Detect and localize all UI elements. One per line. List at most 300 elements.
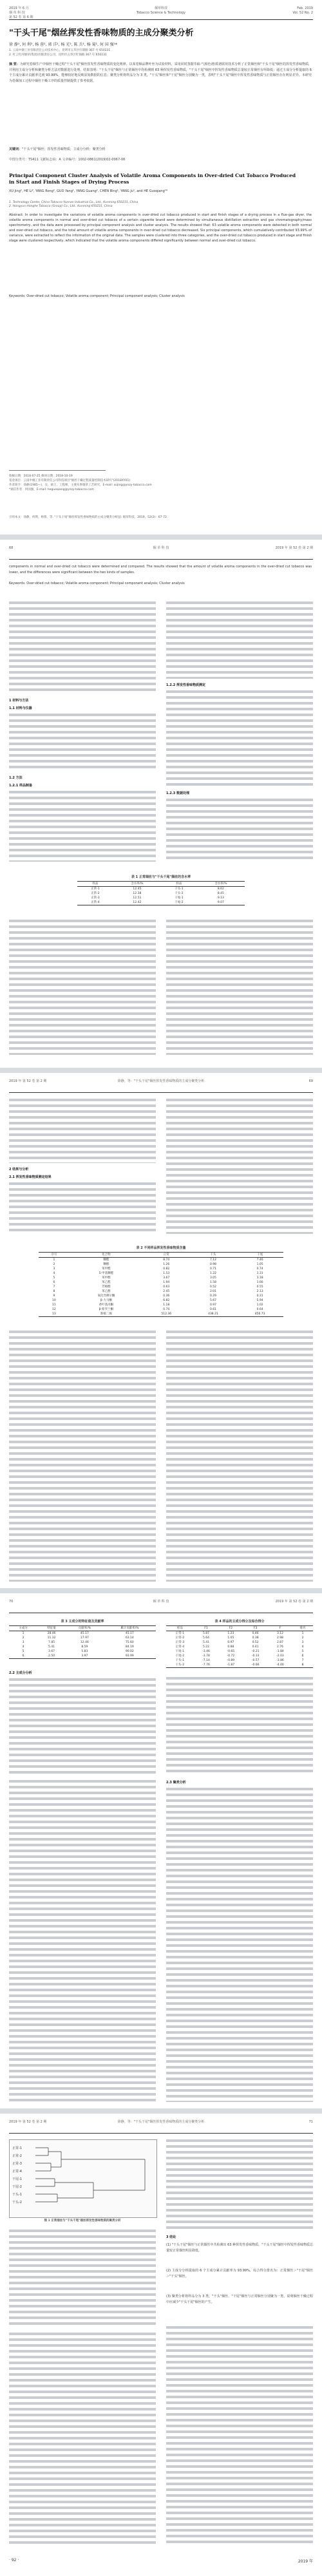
table-row [166, 1636, 313, 1640]
body-text [166, 2139, 313, 2230]
running-header [9, 1598, 313, 1613]
table-cell: 4 [53, 1272, 55, 1275]
page-gap [0, 1588, 322, 1593]
table-header-cell: F1 [194, 1626, 218, 1631]
table-header-row [9, 1626, 156, 1631]
table-cell: 45.17 [125, 1632, 134, 1635]
table-cell: 0.88 [227, 1645, 234, 1649]
header-center: 徐静，等："干头干尾"烟丝挥发性香味物质的主成分聚类分析 [117, 1079, 205, 1083]
table-cell: 0.64 [256, 1308, 263, 1311]
table-cell: 0.46 [252, 1632, 259, 1635]
table-cell: 正常-3 [91, 896, 100, 900]
abstract-cn-label: 摘 要： [9, 62, 20, 66]
section-heading [166, 683, 313, 688]
section-heading [9, 698, 156, 704]
table-cell: 干头-1 [175, 887, 184, 891]
table-cell: 2.98 [276, 1636, 283, 1640]
table-header-cell: 正常 [143, 1253, 190, 1258]
table-cell: 84.19 [125, 1645, 134, 1649]
table-cell: -0.21 [251, 1650, 260, 1653]
page-4 [0, 1593, 322, 2108]
table-cell: 1 [22, 1632, 24, 1635]
figure-1-caption: 图 1 正常烟丝与"干头干尾"烟丝挥发性香味物质的聚类分析 [44, 2219, 121, 2222]
table-cell: 1.23 [227, 1632, 234, 1635]
dendrogram-leaf-label: 干尾-2 [12, 2185, 22, 2189]
body-text [9, 920, 156, 1055]
table-row [39, 1271, 283, 1276]
table-cell: 7.12 [209, 1258, 216, 1262]
abstract-en: Abstract: In order to investigate the variations of volatile aroma components in over-dried cut tobacco produced in start and finish stages of a drying process in a flue-gas dryer, the volatile aroma components in normal and over-dried cut tobacco of a certain cigarette brand were determined by simultaneous distillation extraction and gas chromatography/mass spectrometry, and the data were processed by principal component analysis and cluster analysis. The results showed that: 63 volatile aroma components were detected in both normal and over-dried cut tobacco, and the total amount of volatile aroma components in over-dried cut tobacco decreased. Six principal components, which cumulatively contributed 93.99% of variance, were extracted to reflect the information of the original data. The samples were clustered into three categories, and the over-dried cut tobacco produced in start stage and finish stage were clustered respectively, which indicated that the volatile aroma components differed significantly between normal and over-dried cut tobacco. [9, 213, 312, 243]
section-heading [9, 783, 156, 789]
dendrogram-leaf-label: 正常-1 [12, 2146, 22, 2150]
table-cell: -2.03 [276, 1654, 284, 1658]
section-heading [9, 1175, 156, 1180]
table-row [39, 1298, 283, 1303]
header-right: Feb. 2019 Vol. 52 No. 2 [292, 6, 313, 15]
running-header [9, 1078, 313, 1093]
table-cell: -3.46 [202, 1650, 210, 1653]
table-cell: 11.32 [47, 1636, 56, 1640]
table-cell: 13 [39, 1312, 70, 1317]
table-cell: -0.33 [251, 1654, 260, 1658]
table-cell: 45.17 [80, 1632, 89, 1635]
dendrogram-figure [9, 2139, 157, 2218]
table-cell: 正常-1 [175, 1632, 185, 1635]
authors-en: XU Jing¹, HE Li², YANG Rong², GUO Yang¹, YANG Guang², CHEN Bing¹, YANG Ju¹, and HE Guoqiang¹* [9, 189, 168, 193]
page-gap [0, 535, 322, 540]
section-heading [9, 1167, 156, 1173]
table-row [166, 1649, 313, 1654]
table-cell: 0.36 [163, 1294, 170, 1298]
table-header-cell: 干尾 [236, 1253, 283, 1258]
table-cell: β-大马酮 [100, 1299, 112, 1302]
table-cell: 1.26 [163, 1263, 170, 1266]
body-text [166, 920, 313, 1055]
table-header-cell: 样品 [166, 1626, 194, 1631]
table-cell: -1.84 [276, 1650, 284, 1653]
table-cell: 6.82 [163, 1299, 170, 1302]
table-cell: 0.61 [209, 1308, 216, 1311]
page-2 [0, 540, 322, 1068]
table-cell: 90.02 [125, 1650, 134, 1653]
header-left: 2019 年 第 52 卷 第 2 期 [9, 1079, 47, 1083]
table-cell: -0.89 [227, 1659, 235, 1662]
header-center: 烟 草 科 技 [153, 1600, 169, 1604]
table-cell: 2.45 [163, 1290, 170, 1293]
table-cell: 0.82 [163, 1267, 170, 1271]
table-cell: -7.14 [202, 1659, 210, 1662]
dendrogram-leaf-label: 正常-4 [12, 2170, 22, 2174]
table-4-caption: 表 4 样品的主成分得分及综合得分 [214, 1620, 265, 1624]
table-1 [77, 875, 245, 905]
table-cell: 3.18 [256, 1276, 263, 1280]
table-cell: 5-甲基糠醛 [99, 1272, 114, 1275]
abstract-cn [9, 62, 312, 84]
table-cell: 0.97 [209, 1303, 216, 1307]
table-row [9, 1649, 156, 1654]
header-right: 2019 年 第 52 卷 第 2 期 [275, 1600, 313, 1604]
table-cell: 5 [53, 1276, 55, 1280]
table-cell: 512.36 [143, 1312, 190, 1317]
page-1 [0, 0, 322, 535]
page-5 [0, 2114, 322, 2576]
table-header-cell: F [268, 1626, 292, 1631]
table-cell: 1.94 [163, 1281, 170, 1284]
materials-text [9, 714, 156, 772]
page-gap [0, 1068, 322, 1073]
table-cell: -0.57 [251, 1659, 260, 1662]
running-header [9, 2119, 313, 2134]
table-row [77, 887, 245, 892]
table-cell: 正常-2 [175, 1636, 185, 1640]
table-cell: 1 [301, 1632, 304, 1635]
table-header-row [166, 1626, 313, 1631]
table-header-row [77, 882, 245, 887]
section-heading [9, 1671, 156, 1676]
table-cell: 1 [53, 1258, 55, 1262]
table-cell: 63.14 [125, 1636, 134, 1640]
table-cell: 2.50 [37, 1654, 66, 1659]
dendrogram-leaf-label: 干尾-1 [12, 2177, 22, 2181]
table-cell: 1.18 [163, 1303, 170, 1307]
table-cell: 8 [292, 1663, 313, 1668]
table-cell: 12.46 [80, 1641, 89, 1644]
abstract-en-continued: components in normal and over-dried cut tobacco were determined and compared. The results showed that the amount of volatile aroma components in the over-dried cut tobacco was lower, and the differences were significant between the two kinds of samples. [9, 565, 312, 574]
table-1-caption: 表 1 正常烟丝与"干头干尾"烟丝的含水率 [131, 875, 191, 879]
section-heading [166, 2235, 313, 2240]
table-cell: 438.21 [190, 1312, 237, 1317]
intro-text [9, 601, 156, 694]
table-2-grid [39, 1252, 283, 1317]
table-header-cell: 序号 [39, 1253, 70, 1258]
table-cell: 正常-3 [175, 1641, 185, 1644]
table-cell: 1.53 [163, 1272, 170, 1275]
gcms-text [166, 690, 313, 787]
header-center: 烟草科技 Tobacco Science & Technology [136, 6, 186, 15]
page-year: 2019 年 [298, 2559, 313, 2564]
table-row [166, 1663, 313, 1668]
table-cell: 5.41 [48, 1645, 55, 1649]
abstract-cn-text: 为研究卷烟生产中烟丝干燥过程"干头干尾"烟丝挥发性香味物质的变化规律，以某卷烟品牌叶丝为试验材料，采用同时蒸馏萃取-气相色谱/质谱联用技术分析了正常烟丝和"干头干尾"烟丝的挥发性香味物质，并利用主成分分析和聚类分析方法对数据进行处理。结果表明："干头干尾"烟丝与正常烟丝中均检测到 63 种挥发性香味物质，"干头干尾"烟丝中挥发性香味物质总量较正常烟丝有所降低；通过主成分分析提取的 6 个主成分累计贡献率达到 93.99%，能够较好地反映原始数据的信息；聚类分析将样品分为 3 类，"干头"烟丝和"干尾"烟丝分别聚为一类，表明"干头干尾"烟丝中挥发性香味物质与正常烟丝存在明显差异。本研究为卷烟加工过程中烟丝干燥工序的质量控制提供了参考依据。 [9, 62, 312, 83]
table-row [39, 1289, 283, 1294]
method-text [166, 601, 313, 679]
header-right: 2019 年 第 52 卷 第 2 期 [275, 546, 313, 550]
results-text [9, 1182, 156, 1234]
header-left: 2019 年 第 52 卷 第 2 期 [9, 2120, 47, 2124]
table-cell: 7 [301, 1659, 304, 1662]
keywords-cn [9, 147, 312, 153]
table-header-cell: 排名 [292, 1626, 313, 1631]
table-cell: 1.31 [256, 1272, 263, 1275]
table-header-cell: 含水率/% [197, 882, 245, 887]
table-row [166, 1645, 313, 1649]
table-row [39, 1285, 283, 1289]
table-cell: 糠醇 [103, 1263, 109, 1266]
table-cell: 12.45 [133, 887, 142, 891]
table-cell: 5 [301, 1650, 304, 1653]
table-cell: -0.65 [227, 1650, 235, 1653]
section-1-2-3-title: 1.2.3 数据处理 [166, 791, 189, 795]
table-cell: 芳樟醇 [102, 1285, 111, 1289]
affiliations-cn: 1. 云南中烟工业有限责任公司技术中心，昆明市五华区红锦路 367 号 650231 2. 红云红河烟草(集团)有限责任公司，昆明市五华区红锦路 367 号 650231 [9, 49, 111, 57]
table-cell: 3.12 [276, 1632, 283, 1635]
table-cell: 8.45 [217, 892, 224, 895]
table-cell: 干头-2 [166, 1663, 194, 1668]
table-cell: 新植二烯 [70, 1312, 143, 1317]
table-cell: 75.60 [125, 1641, 134, 1644]
table-cell: 1.05 [256, 1263, 263, 1266]
table-row [9, 1654, 156, 1659]
data-processing-text [166, 799, 313, 862]
table-cell: 3.67 [48, 1650, 55, 1653]
section-1-title: 1 材料与方法 [9, 699, 29, 703]
table-cell: -3.86 [276, 1659, 284, 1662]
table-cell: 正常-4 [175, 1645, 185, 1649]
table-3 [9, 1619, 156, 1659]
table-cell: 2 [53, 1263, 55, 1266]
table-cell: 1.66 [256, 1281, 263, 1284]
page-gap [0, 2108, 322, 2114]
table-header-cell: 贡献率/% [66, 1626, 104, 1631]
table-cell: 9.07 [197, 900, 245, 905]
section-2-title: 2 结果与分析 [9, 1168, 29, 1171]
table-cell: 4 [22, 1645, 24, 1649]
table-cell: β-紫罗兰酮 [99, 1308, 114, 1311]
footnote: 收稿日期：2018-07-25 修回日期：2018-10-19 基金项目：云南中烟工业有限责任公司科技项目"烟丝干燥过程质量控制技术研究"(2018XY01) 作者简介：徐静(1985—)，女，硕士，工程师，主要从事烟草工艺研究。E-mail: xujing@ynzy-tobacco.com *通信作者：何国强，E-mail: heguoqiang@ynzy-tobacco.com [9, 475, 152, 491]
table-2 [39, 1245, 283, 1317]
table-cell: 7.46 [256, 1258, 263, 1262]
body-text [9, 1780, 156, 2102]
section-1-2-1-title: 1.2.1 样品制备 [9, 784, 32, 788]
table-header-cell: 化合物 [70, 1253, 143, 1258]
conclusion-1: (1) "干头干尾"烟丝与正常烟丝中共检测出 63 种挥发性香味物质，"干头干尾"烟丝中挥发性香味物质总量较正常烟丝明显降低。 [166, 2243, 313, 2253]
body-text [9, 1099, 156, 1163]
section-2-2-title: 2.2 主成分分析 [9, 1671, 32, 1675]
dendrogram-leaf-label: 正常-2 [12, 2154, 22, 2158]
table-cell: 2 [22, 1636, 24, 1640]
table-row [9, 1645, 156, 1649]
header-left: 68 [9, 546, 14, 550]
table-row [39, 1280, 283, 1285]
section-heading [166, 1780, 313, 1786]
table-header-row [39, 1253, 283, 1258]
body-text [9, 1331, 156, 1582]
table-header-cell: 样品 [161, 882, 197, 887]
table-1-grid [77, 881, 245, 905]
table-cell: 6 [301, 1654, 304, 1658]
table-cell: 0.71 [209, 1267, 216, 1271]
table-cell: 4 [301, 1645, 304, 1649]
table-cell: -1.87 [218, 1663, 243, 1668]
citation: 引用本文：徐静，何利，杨蓉，等. "干头干尾"烟丝挥发性香味物质的主成分聚类分析[J]. 烟草科技，2019，52(2)：67-72. [9, 516, 168, 519]
table-cell: 0.52 [252, 1641, 259, 1644]
cluster-text [166, 1788, 313, 2102]
table-cell: 8.74 [163, 1258, 170, 1262]
table-cell: 1.02 [256, 1303, 263, 1307]
table-cell: 1.58 [209, 1281, 216, 1284]
table-cell: 0.98 [209, 1263, 216, 1266]
keywords-en-continued: Keywords: Over-dried cut tobacco; Volatile aroma component; Principal component analysis; Cluster analysis [9, 582, 185, 585]
table-cell: 干尾-1 [175, 1650, 185, 1653]
footnote-rule [9, 470, 106, 471]
section-3-title: 3 结论 [166, 2235, 176, 2239]
section-1-2-2-title: 1.2.2 挥发性香味物质测定 [166, 683, 205, 687]
keywords-cn-text: "干头干尾"烟丝；挥发性香味物质；主成分分析；聚类分析 [22, 147, 106, 151]
header-left: 2019 年 6 月 烟 草 科 技 第 52 卷 第 6 期 [9, 6, 33, 19]
table-row [166, 1654, 313, 1658]
table-cell: 6 [53, 1281, 55, 1284]
table-header-cell: 主成分 [9, 1626, 37, 1631]
table-row [39, 1294, 283, 1298]
body-text [9, 2333, 156, 2545]
table-header-cell: 含水率/% [113, 882, 161, 887]
table-cell: 0.63 [163, 1285, 170, 1289]
table-cell: 5.94 [256, 1299, 263, 1302]
table-cell: 0.41 [252, 1645, 259, 1649]
table-header-cell: 干头 [190, 1253, 237, 1258]
article-title-en: Principal Component Cluster Analysis of Volatile Aroma Components in Over-dried Cut Tobacco Produced in Start and Finish Stages of Drying Process [9, 173, 296, 185]
table-cell: 5.22 [202, 1645, 210, 1649]
table-cell: 5.41 [202, 1641, 210, 1644]
section-heading [166, 791, 313, 797]
authors-cn: 徐 静¹, 何 利², 杨 蓉², 郭 洋¹, 杨 光², 陈 兵¹, 杨 菊¹, 何 国 强¹* [9, 43, 118, 47]
table-3-caption: 表 3 主成分的特征值及贡献率 [61, 1620, 104, 1624]
body-text [166, 1331, 313, 1582]
table-cell: 干尾-2 [175, 1654, 185, 1658]
page-number: · 92 · [9, 2558, 19, 2562]
table-cell: 93.99 [104, 1654, 156, 1659]
table-row [166, 1631, 313, 1636]
classification-number: 中图分类号：TS411 文献标志码：A 文章编号：1002-0861(2019)02-0067-06 [9, 158, 126, 162]
keywords-en: Keywords: Over-dried cut tobacco; Volatile aroma component; Principal component analysis; Cluster analysis [9, 294, 185, 298]
table-4-grid [166, 1625, 313, 1668]
table-cell: 0.52 [209, 1285, 216, 1289]
table-cell: 糠醛 [103, 1258, 109, 1262]
table-cell: 2.87 [276, 1641, 283, 1644]
conclusion-3: (3) 聚类分析将样品分为 3 类，"干头"烟丝、"干尾"烟丝与正常烟丝分别聚为一类，说明烟丝干燥过程中应减少"干头干尾"烟丝的产生。 [166, 2295, 313, 2304]
running-header [9, 5, 313, 20]
table-cell: 9 [53, 1294, 55, 1298]
table-row [39, 1258, 283, 1263]
header-right: 71 [308, 2120, 313, 2124]
table-cell: 3 [22, 1641, 24, 1644]
table-cell: 5.87 [202, 1632, 210, 1635]
table-2-caption: 表 2 不同样品挥发性香味物质含量 [136, 1246, 186, 1250]
table-row [39, 1267, 283, 1271]
section-2-1-title: 2.1 挥发性香味物质测定结果 [9, 1175, 52, 1179]
sample-prep-text [9, 791, 156, 862]
table-cell: 2 [301, 1636, 304, 1640]
table-cell: 12 [52, 1308, 56, 1311]
body-text [166, 1099, 313, 1234]
table-cell: 2.01 [209, 1290, 216, 1293]
section-2-3-title: 2.3 聚类分析 [166, 1781, 186, 1785]
section-heading [9, 775, 156, 781]
table-cell: -0.66 [243, 1663, 268, 1668]
table-cell: 12.42 [113, 900, 161, 905]
table-cell: 5 [22, 1650, 24, 1653]
table-row [77, 900, 245, 905]
table-header-cell: 特征值 [37, 1626, 66, 1631]
table-cell: 456.73 [236, 1312, 283, 1317]
table-cell: 6 [9, 1654, 37, 1659]
table-row [166, 1658, 313, 1663]
table-cell: 7 [53, 1285, 55, 1289]
table-cell: 5.67 [209, 1299, 216, 1302]
table-cell: 0.38 [252, 1636, 259, 1640]
table-cell: 氧化异佛尔酮 [97, 1294, 115, 1298]
article-title-cn: "干头干尾"烟丝挥发性香味物质的主成分聚类分析 [9, 28, 194, 38]
header-center: 烟 草 科 技 [153, 546, 169, 550]
table-row [166, 1640, 313, 1645]
table-cell: 3.67 [163, 1276, 170, 1280]
table-cell: 正常-1 [91, 887, 100, 891]
body-text [166, 1677, 313, 1775]
section-heading [9, 706, 156, 712]
table-cell: 3.97 [66, 1654, 104, 1659]
table-row [77, 896, 245, 900]
table-cell: -3.78 [202, 1654, 210, 1658]
table-cell: 2.13 [256, 1290, 263, 1293]
pca-text [9, 1678, 156, 1775]
table-row [9, 1640, 156, 1645]
header-center: 徐静，等："干头干尾"烟丝挥发性香味物质的主成分聚类分析 [117, 2120, 205, 2124]
table-cell: 1.05 [227, 1636, 234, 1640]
keywords-cn-label: 关键词： [9, 147, 23, 151]
table-cell: 10 [52, 1299, 56, 1302]
table-cell: 干头-2 [175, 892, 184, 895]
table-cell: 香叶基丙酮 [99, 1303, 114, 1307]
table-row [39, 1276, 283, 1280]
table-cell: 干尾-1 [175, 896, 184, 900]
header-left: 70 [9, 1600, 14, 1604]
table-cell: -0.72 [227, 1654, 235, 1658]
body-text [9, 2230, 156, 2326]
table-cell: 5.83 [81, 1650, 88, 1653]
dendrogram-leaf-label: 干头-2 [12, 2201, 22, 2204]
table-header-cell: 累计贡献率/% [104, 1626, 156, 1631]
table-cell: 0.31 [256, 1294, 263, 1298]
table-cell: 0.55 [256, 1285, 263, 1289]
table-row [39, 1262, 283, 1267]
table-cell: 苯甲醇 [102, 1276, 111, 1280]
table-cell: 8.62 [217, 887, 224, 891]
table-header-cell: 样品 [77, 882, 113, 887]
table-cell: 0.97 [227, 1641, 234, 1644]
table-cell: 17.97 [80, 1636, 89, 1640]
conclusion-2: (2) 主成分分析提取的 6 个主成分累计贡献率为 93.99%，综合得分排名为：正常烟丝＞"干尾"烟丝＞"干头"烟丝。 [166, 2269, 313, 2278]
table-cell: 干头-1 [175, 1659, 185, 1662]
table-cell: 8 [53, 1290, 55, 1293]
table-row [39, 1312, 283, 1317]
header-right: 69 [308, 1079, 313, 1083]
dendrogram-leaf-label: 正常-3 [12, 2162, 22, 2166]
table-cell: 12.38 [133, 892, 142, 895]
table-cell: 0.29 [209, 1294, 216, 1298]
table-cell: 正常-2 [91, 892, 100, 895]
table-cell: 0.74 [163, 1308, 170, 1311]
table-cell: 1.22 [209, 1272, 216, 1275]
table-header-cell: F3 [243, 1626, 268, 1631]
table-header-cell: F2 [218, 1626, 243, 1631]
table-row [39, 1307, 283, 1312]
affiliations-en: 1. Technology Center, China Tobacco Yunnan Industrial Co., Ltd., Kunming 650231, China 2. Hongyun Honghe Tobacco (Group) Co., Ltd., Kunming 650231, China [9, 201, 138, 208]
table-row [9, 1631, 156, 1636]
table-cell: 28.46 [47, 1632, 56, 1635]
table-cell: 2.76 [276, 1645, 283, 1649]
section-1-1-title: 1.1 材料与仪器 [9, 706, 32, 710]
table-cell: 0.74 [256, 1267, 263, 1271]
